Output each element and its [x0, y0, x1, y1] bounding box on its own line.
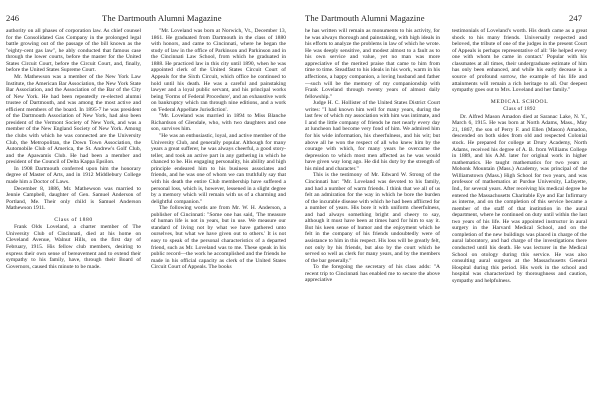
right-column-2 — [452, 28, 587, 416]
paragraph: "He was an enthusiastic, loyal, and active member of the University Club, and generally popular. Although for many years a great sufferer, he was always cheerful, a good story-teller, and took an active part in any gathering in which he chanced to be. His engaging personality, his ability and high principle endeared him to his business associates and friends, and he was one of whom we can truthfully say that with his death the entire Club membership have suffered a personal loss, which is, however, lessened in a slight degree by a memory which will remain with us of a charming and delightful companion." — [151, 133, 286, 205]
paragraph: "Mr. Loveland was married in 1894 to Miss Blanche Richardson of Glendale, who, with two daughters and one son, survives him. — [151, 113, 286, 133]
paragraph: To the foregoing the secretary of his class adds: "A recent trip to Cincinnati has enabled me to secure the above appreciative — [305, 264, 440, 284]
paragraph: This is the testimony of Mr. Edward W. Strong of the Cincinnati bar: "Mr. Loveland was devoted to his family, and had a number of warm friends. I think that we all of us felt an admiration for the way in which he bore the burden of the incurable disease with which he had been afflicted for a number of years. His bore it with uniform cheerfulness, and had always something bright and cheery to say, although it must have been at times hard for him to say it. But his keen sense of humor and the enjoyment which he felt in the company of his friends undoubtedly were of assistance to him in this respect. His loss will be greatly felt, not only by his friends, but also by the court which he served so well as clerk for many years, and by the members of the bar generally." — [305, 172, 440, 264]
paragraph: Judge H. C. Hollister of the United States District Court writes: "I had known him well for many years, during the last few of which my association with him was intimate, and I and the little company of friends he met nearly every day at luncheon had become very fond of him. We admired him for his wide information, his cheerfulness, and his wit; but above all he won the respect of all who knew him by the courage with which, for many years he overcame the depression to which most men affected as he was would have given way long ago. He did his duty by the strength of his mind and character." — [305, 100, 440, 172]
class-heading: Class of 1892 — [503, 106, 536, 113]
right-page-number: 247 — [569, 13, 583, 23]
paragraph: In 1908 Dartmouth conferred upon him the honorary degree of Master of Arts, and in 1912 Middlebury College made him a Doctor of Laws. — [6, 165, 141, 185]
paragraph: he has written will remain as monuments to his activity, for he was always thorough and painstaking, with high ideals in his efforts to analyze the problems in law of which he wrote. He was deeply sensitive, and modest almost to a fault as to his own service and value, yet no man was more appreciative of the merited praise that came to him from time to time. Steadfast to his ideals in his work, warm in his affections, a happy companion, a loving husband and father—such will be the memory of my companionship with Frank Loveland through twenty years of almost daily fellowship." — [305, 28, 440, 100]
section-heading: MEDICAL SCHOOL — [490, 98, 549, 105]
paragraph: testimonials of Loveland's worth. His death came as a great shock to his many friends. Universally respected and beloved, the tribute of one of the judges in the present Court of Appeals is perhaps representative of all: 'He helped every one with whom he came in contact.' Popular with his classmates at all times, their undergraduate estimate of him has only been enhanced, and while his early decease is a source of profound sorrow, the example of his life and attainments will remain a rich heritage to all. Our deepest sympathy goes out to Mrs. Loveland and her family." — [452, 28, 587, 94]
right-column-1 — [305, 28, 440, 416]
paragraph: authority on all phases of corporation law. As chief counsel for the Consolidated Gas Company in the prolonged legal battle growing out of the passage of the bill known as the "eighty-cent gas law", he ably conducted that famous case through the lower courts, before the master for the United States Circuit Court, before the Circuit Court, and, finally, before the United States Supreme Court. — [6, 28, 141, 74]
left-column-2 — [151, 28, 286, 416]
right-page-title: The Dartmouth Alumni Magazine — [305, 13, 425, 23]
right-page — [298, 0, 596, 420]
paragraph: Frank Olds Loveland, a charter member of The University Club of Cincinnati, died at his home on Cleveland Avenue, Walnut Hills, on the first day of February, 1915. His fellow club members, desiring to express their own sense of bereavement and to extend their sympathy to his family, have, through their Board of Governors, caused this minute to be made. — [6, 224, 141, 270]
paragraph: Dr. Alfred Mason Amadon died at Saranac Lake, N. Y., March 6, 1915. He was born at North Adams, Mass., May 21, 1867, the son of Perry F. and Ellen (Mason) Amadon, descended on both sides from old and respected Colonial stock. He prepared for college at Drury Academy, North Adams, received his degree of A. B. from Williams College in 1889, and his A.M. later for original work in higher mathematics. He taught mathematics for two years at Mohonk Mountain (Mass.) Academy, was principal of the Williamstown (Mass.) High School for two years, and was professor of mathematics at Purdue University, Lafayette, Ind., for several years. After receiving his medical degree he entered the Massachusetts Charitable Eye and Ear Infirmary as interne, and on the completion of this service became a member of the staff of that institution in the aural department, where he continued on duty until within the last two years of his life. He was appointed instructor in aural surgery in the Harvard Medical School, and on the completion of the new buildings was placed in charge of the aural laboratory, and had charge of the investigations there conducted until his death. He was lecturer in the Medical School on otology during this service. He was also consulting aural surgeon at the Massachusetts General Hospital during this period. His work in the school and hospital was characterized by thoroughness and caution, sympathy and helpfulness. — [452, 113, 587, 284]
paragraph: The following words are from Mr. W. H. Anderson, a publisher of Cincinnati: "Some one has said, 'The measure of human life is not in years, but in use. We measure our standard of living not by what we have gathered unto ourselves, but what we have given out to others.' It is not easy to speak of the personal characteristics of a departed friend, such as Mr. Loveland was to me. These speak in his public record—the work he accomplished and the friends he made in his official capacity as clerk of the United States Circuit Court of Appeals. The books — [151, 205, 286, 271]
left-page-title: The Dartmouth Alumni Magazine — [102, 13, 222, 23]
class-heading: Class of 1880 — [54, 216, 93, 223]
left-page-number: 246 — [6, 13, 20, 23]
paragraph: Mr. Mathewson was a member of the New York Law Institute, the American Bar Association, the New York State Bar Association, and the Association of the Bar of the City of New York. He had been repeatedly re-elected alumni trustee of Dartmouth, and was among the most active and efficient members of the board. In 1895-7 he was president of the Dartmouth Association of New York, had also been president of the Vermont Society of New York, and was a member of the New England Society of New York. Among the clubs with which he was connected are the University Club, the Metropolitan, the Down Town Association, the Automobile Club of America, the St. Andrew's Golf Club, and the Apawamis Club. He had been a member and president of the Council of Delta Kappa Epsilon. — [6, 73, 141, 166]
paragraph: "Mr. Loveland was born at Norwich, Vt., December 13, 1861. He graduated from Dartmouth in the class of 1880 with honors, and came to Cincinnati, where he began the study of law in the office of Parkinson and Parkinson and in the Cincinnati Law School, from which he graduated in 1888. He practiced law in this city until 1890, when he was appointed clerk of the United States Circuit Court of Appeals for the Sixth Circuit, which office he continued to hold until his death. He was a careful and painstaking lawyer and a loyal public servant, and his principal works being 'Forms of Federal Procedure', and an exhaustive work on bankruptcy which ran through nine editions, and a work on 'Federal Appellate Jurisdiction'. — [151, 28, 286, 113]
left-column-1 — [6, 28, 141, 416]
paragraph: December 8, 1886, Mr. Mathewson was married to Jennie Campbell, daughter of Gen. Samuel Anderson of Portland, Me. Their only child is Samuel Anderson Mathewson 1911. — [6, 185, 141, 212]
